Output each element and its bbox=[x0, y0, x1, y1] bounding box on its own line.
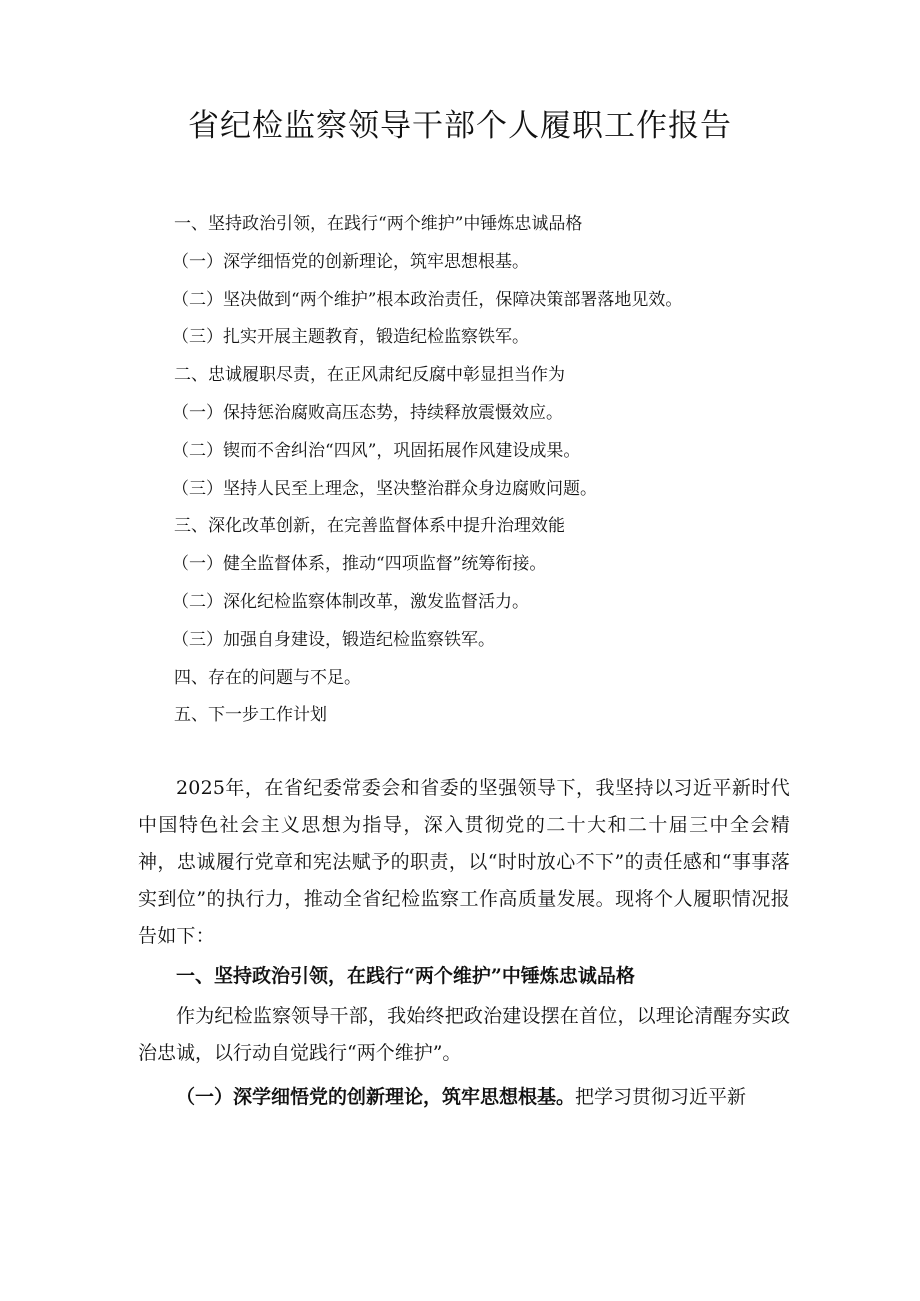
table-of-contents bbox=[174, 206, 814, 735]
toc-subsection-item: （一）保持惩治腐败高压态势，持续释放震慑效应。 bbox=[172, 402, 563, 423]
toc-subsection-item: （三）坚持人民至上理念，坚决整治群众身边腐败问题。 bbox=[172, 478, 597, 499]
toc-subsection-item: （二）深化纪检监察体制改革，激发监督活力。 bbox=[172, 591, 529, 612]
intro-paragraph: 2025年，在省纪委常委会和省委的坚强领导下，我坚持以习近平新时代中国特色社会主义思想为指导，深入贯彻党的二十大和二十届三中全会精神，忠诚履行党章和宪法赋予的职责，以“时时放心不下”的责任感和“事事落实到位”的执行力，推动全省纪检监察工作高质量发展。现将个人履职情况报告如下： bbox=[138, 777, 790, 947]
toc-section-item: 四、存在的问题与不足。 bbox=[174, 667, 361, 688]
subsection-heading-1: （一）深学细悟党的创新理论，筑牢思想根基。 bbox=[176, 1086, 576, 1108]
section-1-paragraph: 作为纪检监察领导干部，我始终把政治建设摆在首位，以理论清醒夯实政治忠诚，以行动自觉践行“两个维护”。 bbox=[138, 1005, 790, 1064]
section-heading-1: 一、坚持政治引领，在践行“两个维护”中锤炼忠诚品格 bbox=[176, 965, 635, 987]
toc-section-item: 三、深化改革创新，在完善监督体系中提升治理效能 bbox=[174, 516, 565, 537]
toc-subsection-item: （一）深学细悟党的创新理论，筑牢思想根基。 bbox=[172, 251, 529, 272]
report-body bbox=[138, 770, 790, 1116]
document-title: 省纪检监察领导干部个人履职工作报告 bbox=[188, 108, 732, 144]
toc-subsection-item: （三）加强自身建设，锻造纪检监察铁军。 bbox=[172, 629, 495, 650]
toc-section-item: 五、下一步工作计划 bbox=[174, 705, 327, 726]
subsection-1-text: 把学习贯彻习近平新 bbox=[575, 1086, 747, 1108]
toc-subsection-item: （三）扎实开展主题教育，锻造纪检监察铁军。 bbox=[172, 327, 529, 348]
toc-section-item: 一、坚持政治引领，在践行“两个维护”中锤炼忠诚品格 bbox=[174, 214, 583, 234]
toc-section-item: 二、忠诚履职尽责，在正风肃纪反腐中彰显担当作为 bbox=[174, 365, 565, 386]
toc-subsection-item: （二）坚决做到“两个维护”根本政治责任，保障决策部署落地见效。 bbox=[172, 289, 683, 310]
toc-subsection-item: （二）锲而不舍纠治“四风”，巩固拓展作风建设成果。 bbox=[172, 440, 581, 461]
toc-subsection-item: （一）健全监督体系，推动“四项监督”统筹衔接。 bbox=[172, 554, 547, 575]
subsection-1-paragraph bbox=[138, 1079, 790, 1116]
